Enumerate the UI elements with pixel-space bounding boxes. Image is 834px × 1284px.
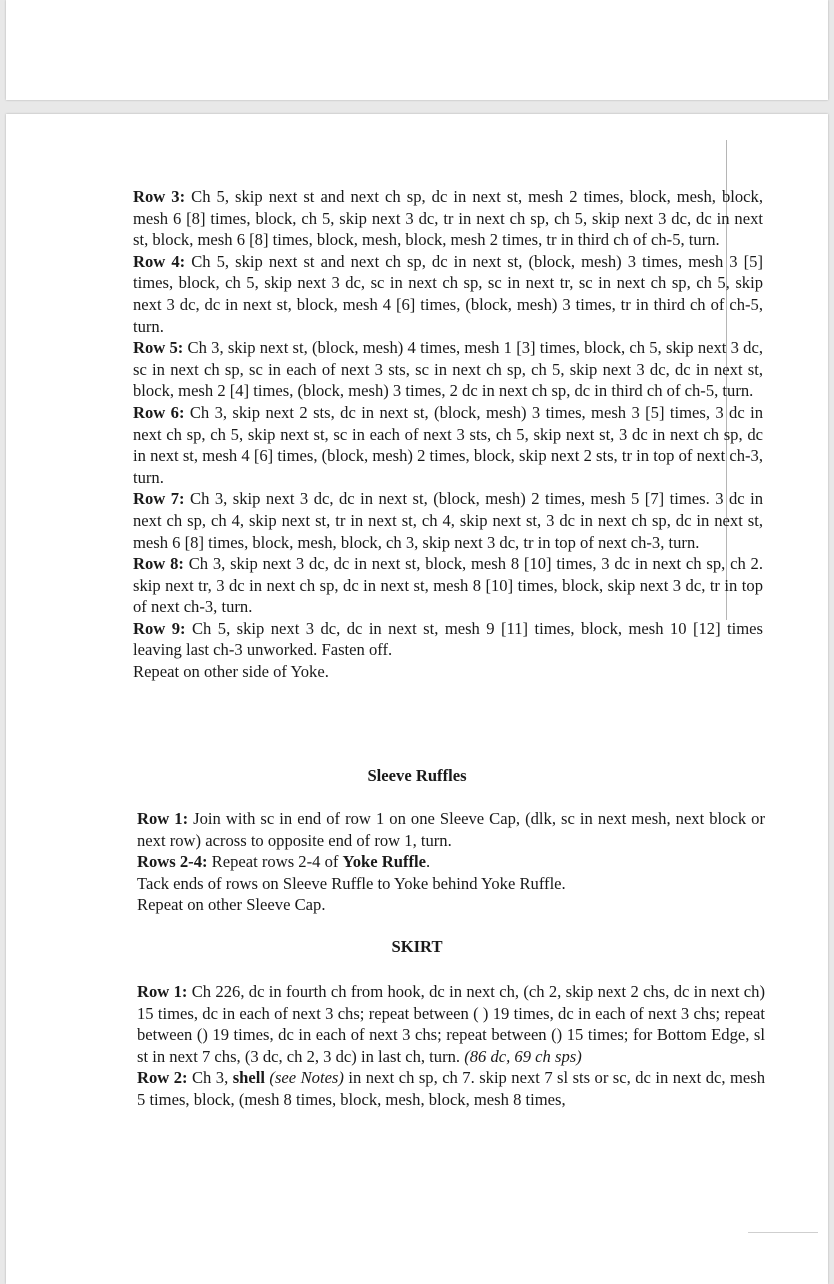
row-label: Row 7: <box>133 489 185 509</box>
row-text: Ch 3, skip next st, (block, mesh) 4 times, mesh 1 [3] times, block, ch 5, skip next 3 dc, sc in next ch sp, sc in each of next 3 sts, sc in next ch sp, ch 5, skip next 3 dc, dc in next st, block, mesh 2 [4] times, (block, mesh) 3 times, 2 dc in next ch sp, dc in third ch of ch-5, turn. <box>133 338 763 401</box>
row-text: Ch 3, skip next 3 dc, dc in next st, (block, mesh) 2 times, mesh 5 [7] times. 3 dc in next ch sp, ch 4, skip next st, tr in next st, ch 4, skip next st, 3 dc in next ch sp, dc in next st, mesh 6 [8] times, block, mesh, block, ch 3, skip next 3 dc, tr in top of next ch-3, turn. <box>133 489 763 552</box>
sleeve-repeat-note: Repeat on other Sleeve Cap. <box>137 895 326 915</box>
row-text-continued: in next ch sp, ch 7. skip next 7 sl sts or sc, dc in next dc, mesh 5 times, block, (mesh 8 times, block, mesh, block, mesh 8 times, <box>137 1068 765 1109</box>
stitch-count: (86 dc, 69 ch sps) <box>464 1046 582 1066</box>
sleeve-rows-2-4 <box>137 851 765 873</box>
row-4 <box>133 251 763 337</box>
row-text: Join with sc in end of row 1 on one Sleeve Cap, (dlk, sc in next mesh, next block or next row) across to opposite end of row 1, turn. <box>137 809 765 850</box>
sleeve-ruffles-heading: Sleeve Ruffles <box>367 766 467 785</box>
sleeve-tack-note: Tack ends of rows on Sleeve Ruffle to Yoke behind Yoke Ruffle. <box>137 873 566 893</box>
row-label: Row 5: <box>133 338 184 358</box>
row-text: Repeat rows 2-4 of <box>207 852 343 872</box>
row-6 <box>133 402 763 488</box>
yoke-repeat-note: Repeat on other side of Yoke. <box>133 662 329 682</box>
row-8 <box>133 553 763 618</box>
row-7 <box>133 488 763 553</box>
row-text: Ch 3, skip next 3 dc, dc in next st, block, mesh 8 [10] times, 3 dc in next ch sp, ch 2. skip next tr, 3 dc in next ch sp, dc in next st, mesh 8 [10] times, block, skip next 3 dc, tr in top of next ch-3, turn. <box>133 554 763 617</box>
row-label: Row 3: <box>133 187 186 206</box>
skirt-rows <box>137 981 765 1111</box>
previous-page <box>6 0 828 100</box>
row-label: Row 8: <box>133 554 184 574</box>
scan-artifact-line <box>748 1232 818 1233</box>
notes-reference: (see Notes) <box>264 1068 344 1088</box>
row-text: Ch 3, skip next 2 sts, dc in next st, (block, mesh) 3 times, mesh 3 [5] times, 3 dc in next ch sp, ch 5, skip next st, sc in each of next 3 sts, ch 5, skip next st, 3 dc in next ch sp, dc in next st, mesh 4 [6] times, (block, mesh) 2 times, block, skip next 2 sts, tr in top of next ch-3, turn. <box>133 402 763 487</box>
yoke-ruffle-rows <box>133 186 763 683</box>
sleeve-ruffle-rows <box>137 808 765 916</box>
skirt-row-2 <box>137 1067 765 1110</box>
row-text: Ch 5, skip next st and next ch sp, dc in next st, (block, mesh) 3 times, mesh 3 [5] times, block, ch 5, skip next 3 dc, sc in next ch sp, sc in next tr, sc in next ch sp, ch 5, skip next 3 dc, dc in next st, block, mesh 4 [6] times, (block, mesh) 3 times, tr in third ch of ch-5, turn. <box>133 251 763 336</box>
row-label: Row 6: <box>133 402 185 422</box>
row-text: Ch 5, skip next 3 dc, dc in next st, mesh 9 [11] times, block, mesh 10 [12] times leaving last ch-3 unworked. Fasten off. <box>133 618 763 660</box>
row-label: Row 2: <box>137 1068 188 1088</box>
shell-term: shell <box>232 1068 265 1088</box>
row-text: Ch 5, skip next st and next ch sp, dc in next st, mesh 2 times, block, mesh, block, mesh 6 [8] times, block, ch 5, skip next 3 dc, tr in next ch sp, ch 5, skip next 3 dc, dc in next st, block, mesh 6 [8] times, block, mesh, block, mesh 2 times, tr in third ch of ch-5, turn. <box>133 187 763 250</box>
row-text: Ch 226, dc in fourth ch from hook, dc in next ch, (ch 2, skip next 2 chs, dc in next ch) 15 times, dc in each of next 3 chs; repeat between ( ) 19 times, dc in each of next 3 chs; repeat between () 19 times, dc in each of next 3 chs; repeat between () 15 times; for Bottom Edge, sl st in next 7 chs, (3 dc, ch 2, 3 dc) in last ch, turn. <box>137 982 765 1066</box>
skirt-row-1 <box>137 981 765 1067</box>
skirt-heading: SKIRT <box>391 937 443 956</box>
sleeve-row-1 <box>137 808 765 851</box>
row-9 <box>133 618 763 661</box>
row-label: Row 1: <box>137 809 189 828</box>
row-3 <box>133 186 763 251</box>
row-text: Ch 3, <box>187 1068 233 1088</box>
yoke-ruffle-reference: Yoke Ruffle <box>342 852 426 872</box>
row-label: Row 1: <box>137 982 188 1001</box>
row-label: Row 4: <box>133 251 186 271</box>
row-label: Rows 2-4: <box>137 852 208 872</box>
row-label: Row 9: <box>133 618 186 638</box>
row-5 <box>133 337 763 402</box>
row-text-end: . <box>425 852 431 872</box>
